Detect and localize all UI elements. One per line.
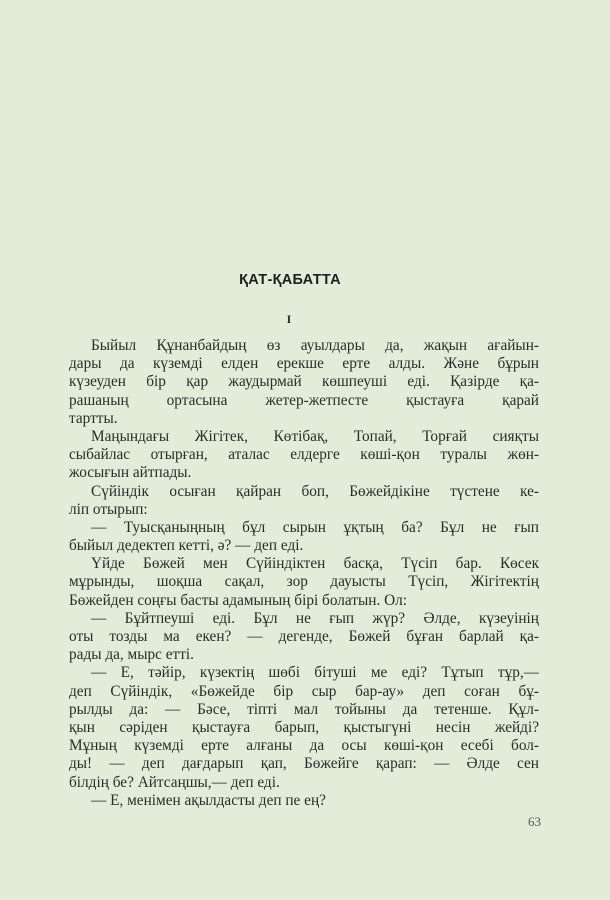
text-line: күзеуден бір қар жаудырмай көшпеуші еді. Қазірде қа- (69, 373, 539, 391)
body-text (69, 337, 539, 810)
text-line: Маңындағы Жігітек, Көтібақ, Топай, Торғай сияқты (91, 427, 539, 445)
text-line: дары да күземді елден ерекше ерте алды. Және бұрын (69, 355, 539, 373)
text-line: деп Сүйіндік, «Бөжейде бір сыр бар-ау» деп соған бұ- (69, 682, 539, 700)
text-line: Бөжейден соңғы басты адамының бірі болатын. Ол: (69, 591, 408, 609)
text-line: Үйде Бөжей мен Сүйіндіктен басқа, Түсіп бар. Көсек (91, 555, 539, 573)
text-line: — Туысқаныңның бұл сырын ұқтың ба? Бұл не ғып (91, 518, 539, 536)
section-number: I (286, 312, 292, 326)
text-line: рылды да: — Бәсе, тіпті мал тойыны да тетенше. Құл- (69, 700, 539, 718)
text-line: Сүйіндік осыған қайран боп, Бөжейдікіне түстене ке- (91, 482, 539, 500)
text-line: ды! — деп дағдарып қап, Бөжейге қарап: — Әлде сен (69, 755, 539, 773)
text-line: рашаның ортасына жетер-жетпесте қыстауға қарай (69, 391, 539, 409)
text-line: быйыл дедектеп кетті, ә? — деп еді. (69, 537, 304, 555)
text-line: — Е, тәйір, күзектің шөбі бітуші ме еді? Тұтып тұр,— (91, 664, 539, 682)
text-line: Быйыл Құнанбайдың өз ауылдары да, жақын ағайын- (91, 337, 539, 354)
text-line: сыбайлас отырған, аталас елдерге көші-қон туралы жөн- (69, 446, 539, 464)
text-line: Мұның күземді ерте алғаны да осы көші-қон есебі бол- (69, 737, 539, 755)
page-number: 63 (528, 814, 541, 829)
text-line: — Бұйтпеуші еді. Бұл не ғып жүр? Әлде, күзеуінің (91, 609, 539, 627)
text-line: мұрынды, шоқша сақал, зор дауысты Түсіп, Жігітектің (69, 573, 539, 591)
text-line: ліп отырып: (69, 500, 148, 518)
text-line: қын сәріден қыстауға барып, қыстыгүні несін жейді? (69, 718, 539, 736)
text-line: рады да, мырс етті. (69, 646, 194, 664)
text-line: оты тозды ма екен? — дегенде, Бөжей бұған барлай қа- (69, 628, 539, 645)
chapter-title: ҚАТ-ҚАБАТТА (239, 272, 341, 288)
text-line: жосығын айтпады. (69, 464, 192, 482)
text-line: — Е, менімен ақылдасты деп пе ең? (91, 791, 326, 809)
text-line: тартты. (69, 409, 118, 427)
text-line: білдің бе? Айтсаңшы,— деп еді. (69, 773, 280, 791)
